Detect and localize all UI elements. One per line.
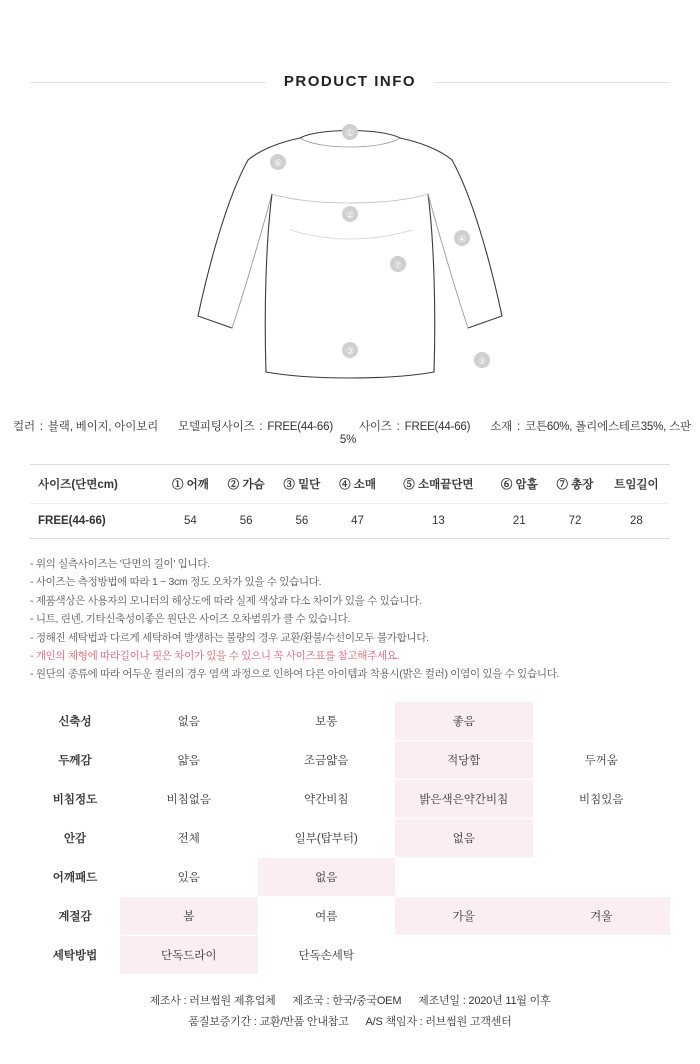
- attribute-label: 안감: [30, 818, 120, 857]
- attribute-option: 일부(탑부터): [258, 818, 396, 857]
- table-row: [30, 896, 670, 935]
- size-table-header-cell: ② 가슴: [218, 465, 274, 504]
- summary-color: 컬러 : 블랙, 베이지, 아이보리: [13, 421, 159, 433]
- page-title: PRODUCT INFO: [266, 62, 434, 102]
- footer-line-1: [30, 991, 670, 1012]
- svg-text:①: ①: [345, 128, 355, 138]
- svg-text:⑥: ⑥: [273, 158, 283, 168]
- attribute-option: 보통: [258, 702, 396, 741]
- size-cell: 72: [547, 504, 603, 539]
- manufacture-date: 제조년일 : 2020년 11월 이후: [418, 994, 551, 1007]
- as-contact: A/S 책임자 : 러브썸원 고객센터: [365, 1015, 512, 1028]
- summary-size: 사이즈 : FREE(44-66): [358, 421, 471, 433]
- attribute-option: 없음: [120, 702, 258, 741]
- size-table-header-cell: ⑥ 암홀: [491, 465, 547, 504]
- size-table-header-cell: 트임길이: [603, 465, 670, 504]
- attribute-label: 계절감: [30, 896, 120, 935]
- attribute-option: 단독손세탁: [258, 935, 396, 974]
- notes-list: [30, 555, 670, 684]
- svg-text:③: ③: [345, 346, 355, 356]
- attribute-label: 두께감: [30, 740, 120, 779]
- size-table-header-cell: ⑦ 총장: [547, 465, 603, 504]
- table-row: [30, 504, 670, 539]
- size-cell: 21: [491, 504, 547, 539]
- product-summary-line: [0, 418, 700, 446]
- svg-text:④: ④: [457, 234, 467, 244]
- attribute-option-selected: 없음: [395, 818, 533, 857]
- attribute-option-selected: 없음: [258, 857, 396, 896]
- attribute-option: [395, 935, 533, 974]
- size-table-header-row: [30, 465, 670, 504]
- size-table: [30, 464, 670, 539]
- size-cell: 56: [218, 504, 274, 539]
- attribute-option-selected: 겨울: [533, 896, 671, 935]
- size-cell: FREE(44-66): [30, 504, 163, 539]
- page-header: [0, 48, 700, 88]
- attribute-option: 있음: [120, 857, 258, 896]
- note-item: - 원단의 종류에 따라 어두운 컬러의 경우 염색 과정으로 인하여 다른 아이템과 착용시(밝은 컬러) 이염이 있을 수 있습니다.: [30, 668, 560, 681]
- note-item: - 니트, 린넨, 기타신축성이좋은 원단은 사이즈 오차범위가 클 수 있습니다.: [30, 613, 351, 626]
- size-cell: 28: [603, 504, 670, 539]
- table-row: [30, 857, 670, 896]
- attribute-label: 신축성: [30, 702, 120, 741]
- footer-line-2: [30, 1012, 670, 1033]
- summary-model-fitting: 모델피팅사이즈 : FREE(44-66): [178, 421, 333, 433]
- country-of-origin: 제조국 : 한국/중국OEM: [292, 994, 402, 1007]
- attribute-option: 약간비침: [258, 779, 396, 818]
- note-item: - 제품색상은 사용자의 모니터의 해상도에 따라 실제 색상과 다소 차이가 있을 수 있습니다.: [30, 594, 422, 607]
- attribute-option: 비침없음: [120, 779, 258, 818]
- svg-text:⑤: ⑤: [477, 356, 487, 366]
- svg-text:⑦: ⑦: [393, 260, 403, 270]
- warranty-period: 품질보증기간 : 교환/반품 안내참고: [188, 1015, 349, 1028]
- attribute-option-selected: 봄: [120, 896, 258, 935]
- size-cell: 13: [385, 504, 491, 539]
- note-item: - 정해진 세탁법과 다르게 세탁하여 발생하는 불량의 경우 교환/환불/수선이모두 불가합니다.: [30, 631, 429, 644]
- attribute-option-selected: 적당함: [395, 740, 533, 779]
- attribute-option: 여름: [258, 896, 396, 935]
- attribute-option: 얇음: [120, 740, 258, 779]
- product-info-page: [0, 48, 700, 1064]
- attribute-option-selected: 가을: [395, 896, 533, 935]
- attribute-option: 두꺼움: [533, 740, 671, 779]
- size-cell: 56: [274, 504, 330, 539]
- svg-text:②: ②: [345, 210, 355, 220]
- attribute-option: 조금얇음: [258, 740, 396, 779]
- footer: [30, 991, 670, 1033]
- garment-drawing: [140, 110, 560, 400]
- attribute-matrix: [30, 702, 670, 975]
- attribute-option-selected: 밝은색은약간비침: [395, 779, 533, 818]
- summary-material: 소재 : 코튼60%, 폴리에스테르35%, 스판5%: [339, 421, 691, 446]
- size-table-header-cell: ⑤ 소매끝단면: [385, 465, 491, 504]
- attribute-option: 비침있음: [533, 779, 671, 818]
- attribute-option-selected: 좋음: [395, 702, 533, 741]
- table-row: [30, 935, 670, 974]
- table-row: [30, 818, 670, 857]
- table-row: [30, 779, 670, 818]
- size-table-header-cell: ③ 밑단: [274, 465, 330, 504]
- note-item-warning: - 개인의 체형에 따라길이나 핏은 차이가 있을 수 있으니 꼭 사이즈표를 참고해주세요.: [30, 649, 400, 662]
- size-table-header-cell: 사이즈(단면cm): [30, 465, 163, 504]
- attribute-option: [533, 818, 671, 857]
- attribute-option-selected: 단독드라이: [120, 935, 258, 974]
- table-row: [30, 740, 670, 779]
- attribute-label: 세탁방법: [30, 935, 120, 974]
- size-cell: 54: [163, 504, 219, 539]
- garment-illustration: [0, 110, 700, 400]
- attribute-option: 전체: [120, 818, 258, 857]
- size-table-header-cell: ① 어깨: [163, 465, 219, 504]
- attribute-option: [395, 857, 533, 896]
- manufacturer: 제조사 : 러브썸원 제휴업체: [149, 994, 276, 1007]
- note-item: - 위의 실측사이즈는 '단면의 길이' 입니다.: [30, 558, 210, 570]
- attribute-label: 어깨패드: [30, 857, 120, 896]
- attribute-label: 비침정도: [30, 779, 120, 818]
- attribute-option: [533, 935, 671, 974]
- attribute-option: [533, 857, 671, 896]
- size-table-header-cell: ④ 소매: [330, 465, 386, 504]
- attribute-option: [533, 702, 671, 741]
- size-cell: 47: [330, 504, 386, 539]
- note-item: - 사이즈는 측정방법에 따라 1 ~ 3cm 정도 오차가 있을 수 있습니다.: [30, 576, 322, 589]
- table-row: [30, 702, 670, 741]
